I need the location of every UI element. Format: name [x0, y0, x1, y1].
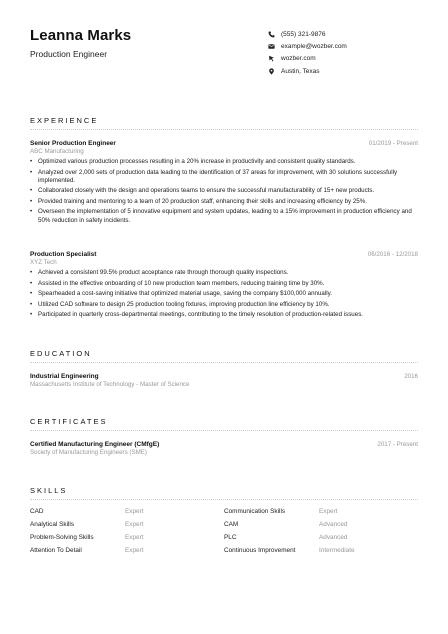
skills-section [30, 486, 418, 554]
skill-level: Expert [125, 547, 144, 554]
skill-name: PLC [224, 534, 237, 541]
certificates-section [30, 417, 418, 456]
envelope-icon [268, 43, 275, 50]
skill-name: Communication Skills [224, 508, 286, 515]
header [30, 27, 131, 59]
skill-row [30, 518, 418, 531]
skill-name: Problem-Solving Skills [30, 534, 94, 541]
skill-level: Expert [125, 521, 144, 528]
bullet-item: • Analyzed over 2,000 sets of production data leading to the identification of 37 areas for improvement, with 30 solutions successfully implemented. [30, 169, 418, 186]
skill-level: Expert [125, 534, 144, 541]
bullet-item: • Provided training and mentoring to a team of 20 production staff, enhancing their skills and increasing efficiency by 25%. [30, 198, 418, 206]
contact-list [268, 28, 347, 77]
skill-row [30, 505, 418, 518]
section-divider [30, 499, 418, 500]
education-entry [30, 373, 418, 388]
skill-level: Intermediate [319, 547, 355, 554]
bullet-item: • Spearheaded a cost-saving initiative that optimized material usage, saving the company $100,000 annually. [30, 290, 418, 298]
entry-institution: Massachusetts Institute of Technology - Master of Science [30, 381, 190, 388]
skill-level: Expert [125, 508, 144, 515]
entry-title: Certified Manufacturing Engineer (CMfgE) [30, 441, 160, 448]
contact-email [268, 40, 347, 52]
section-divider [30, 129, 418, 130]
entry-title: Production Specialist [30, 251, 97, 258]
section-divider [30, 362, 418, 363]
contact-phone-text: (555) 321-9876 [281, 30, 326, 38]
entry-company: XYZ Tech [30, 259, 57, 266]
skill-row [30, 544, 418, 557]
skill-name: CAM [224, 521, 239, 528]
skill-name: CAD [30, 508, 44, 515]
bullet-item: • Optimized various production processes resulting in a 20% increase in productivity and consistent quality standards. [30, 158, 418, 166]
job-title: Production Engineer [30, 49, 108, 59]
experience-entry [30, 251, 418, 322]
skill-level: Expert [319, 508, 338, 515]
bullet-item: • Utilized CAD software to design 25 production tooling fixtures, improving production line efficiency by 10%. [30, 301, 418, 309]
entry-date: 06/2016 - 12/2018 [367, 251, 418, 258]
section-title: EDUCATION [30, 349, 92, 358]
entry-date: 01/2019 - Present [368, 140, 418, 147]
candidate-name: Leanna Marks [30, 27, 132, 44]
bullet-list [30, 269, 418, 319]
contact-website-text: wozber.com [281, 55, 316, 63]
section-title: SKILLS [30, 486, 68, 495]
contact-email-text: example@wozber.com [281, 42, 347, 50]
phone-icon [268, 31, 275, 38]
skill-name: Analytical Skills [30, 521, 75, 528]
cursor-icon [268, 55, 275, 62]
skills-table [30, 505, 418, 557]
skill-level: Advanced [319, 521, 348, 528]
contact-website [268, 53, 347, 65]
entry-date: 2016 [404, 373, 418, 380]
education-section [30, 349, 418, 388]
entry-title: Industrial Engineering [30, 373, 99, 380]
bullet-list [30, 158, 418, 225]
bullet-item: • Participated in quarterly cross-departmental meetings, contributing to the timely resolution of production-related issues. [30, 311, 418, 319]
contact-location [268, 65, 347, 77]
bullet-item: • Assisted in the effective onboarding of 10 new production team members, reducing training time by 30%. [30, 280, 418, 288]
skill-name: Continuous Improvement [224, 547, 296, 554]
section-divider [30, 430, 418, 431]
bullet-item: • Collaborated closely with the design and operations teams to ensure the successful manufacturability of 15+ new products. [30, 187, 418, 195]
certificate-entry [30, 441, 418, 456]
experience-section [30, 116, 418, 318]
skill-row [30, 531, 418, 544]
location-pin-icon [268, 68, 275, 75]
entry-date: 2017 - Present [377, 441, 418, 448]
entry-issuer: Society of Manufacturing Engineers (SME) [30, 449, 147, 456]
entry-company: ABC Manufacturing [30, 148, 84, 155]
bullet-item: • Overseen the implementation of 5 innovative equipment and system updates, leading to a 15% improvement in production efficiency and 50% reduction in safety incidents. [30, 208, 418, 225]
experience-entry [30, 140, 418, 227]
entry-title: Senior Production Engineer [30, 140, 116, 147]
section-title: EXPERIENCE [30, 116, 99, 125]
contact-location-text: Austin, Texas [281, 67, 320, 75]
skill-level: Advanced [319, 534, 348, 541]
section-title: CERTIFICATES [30, 417, 108, 426]
contact-phone [268, 28, 347, 40]
skill-name: Attention To Detail [30, 547, 82, 554]
bullet-item: • Achieved a consistent 99.5% product acceptance rate through thorough quality inspections. [30, 269, 418, 277]
